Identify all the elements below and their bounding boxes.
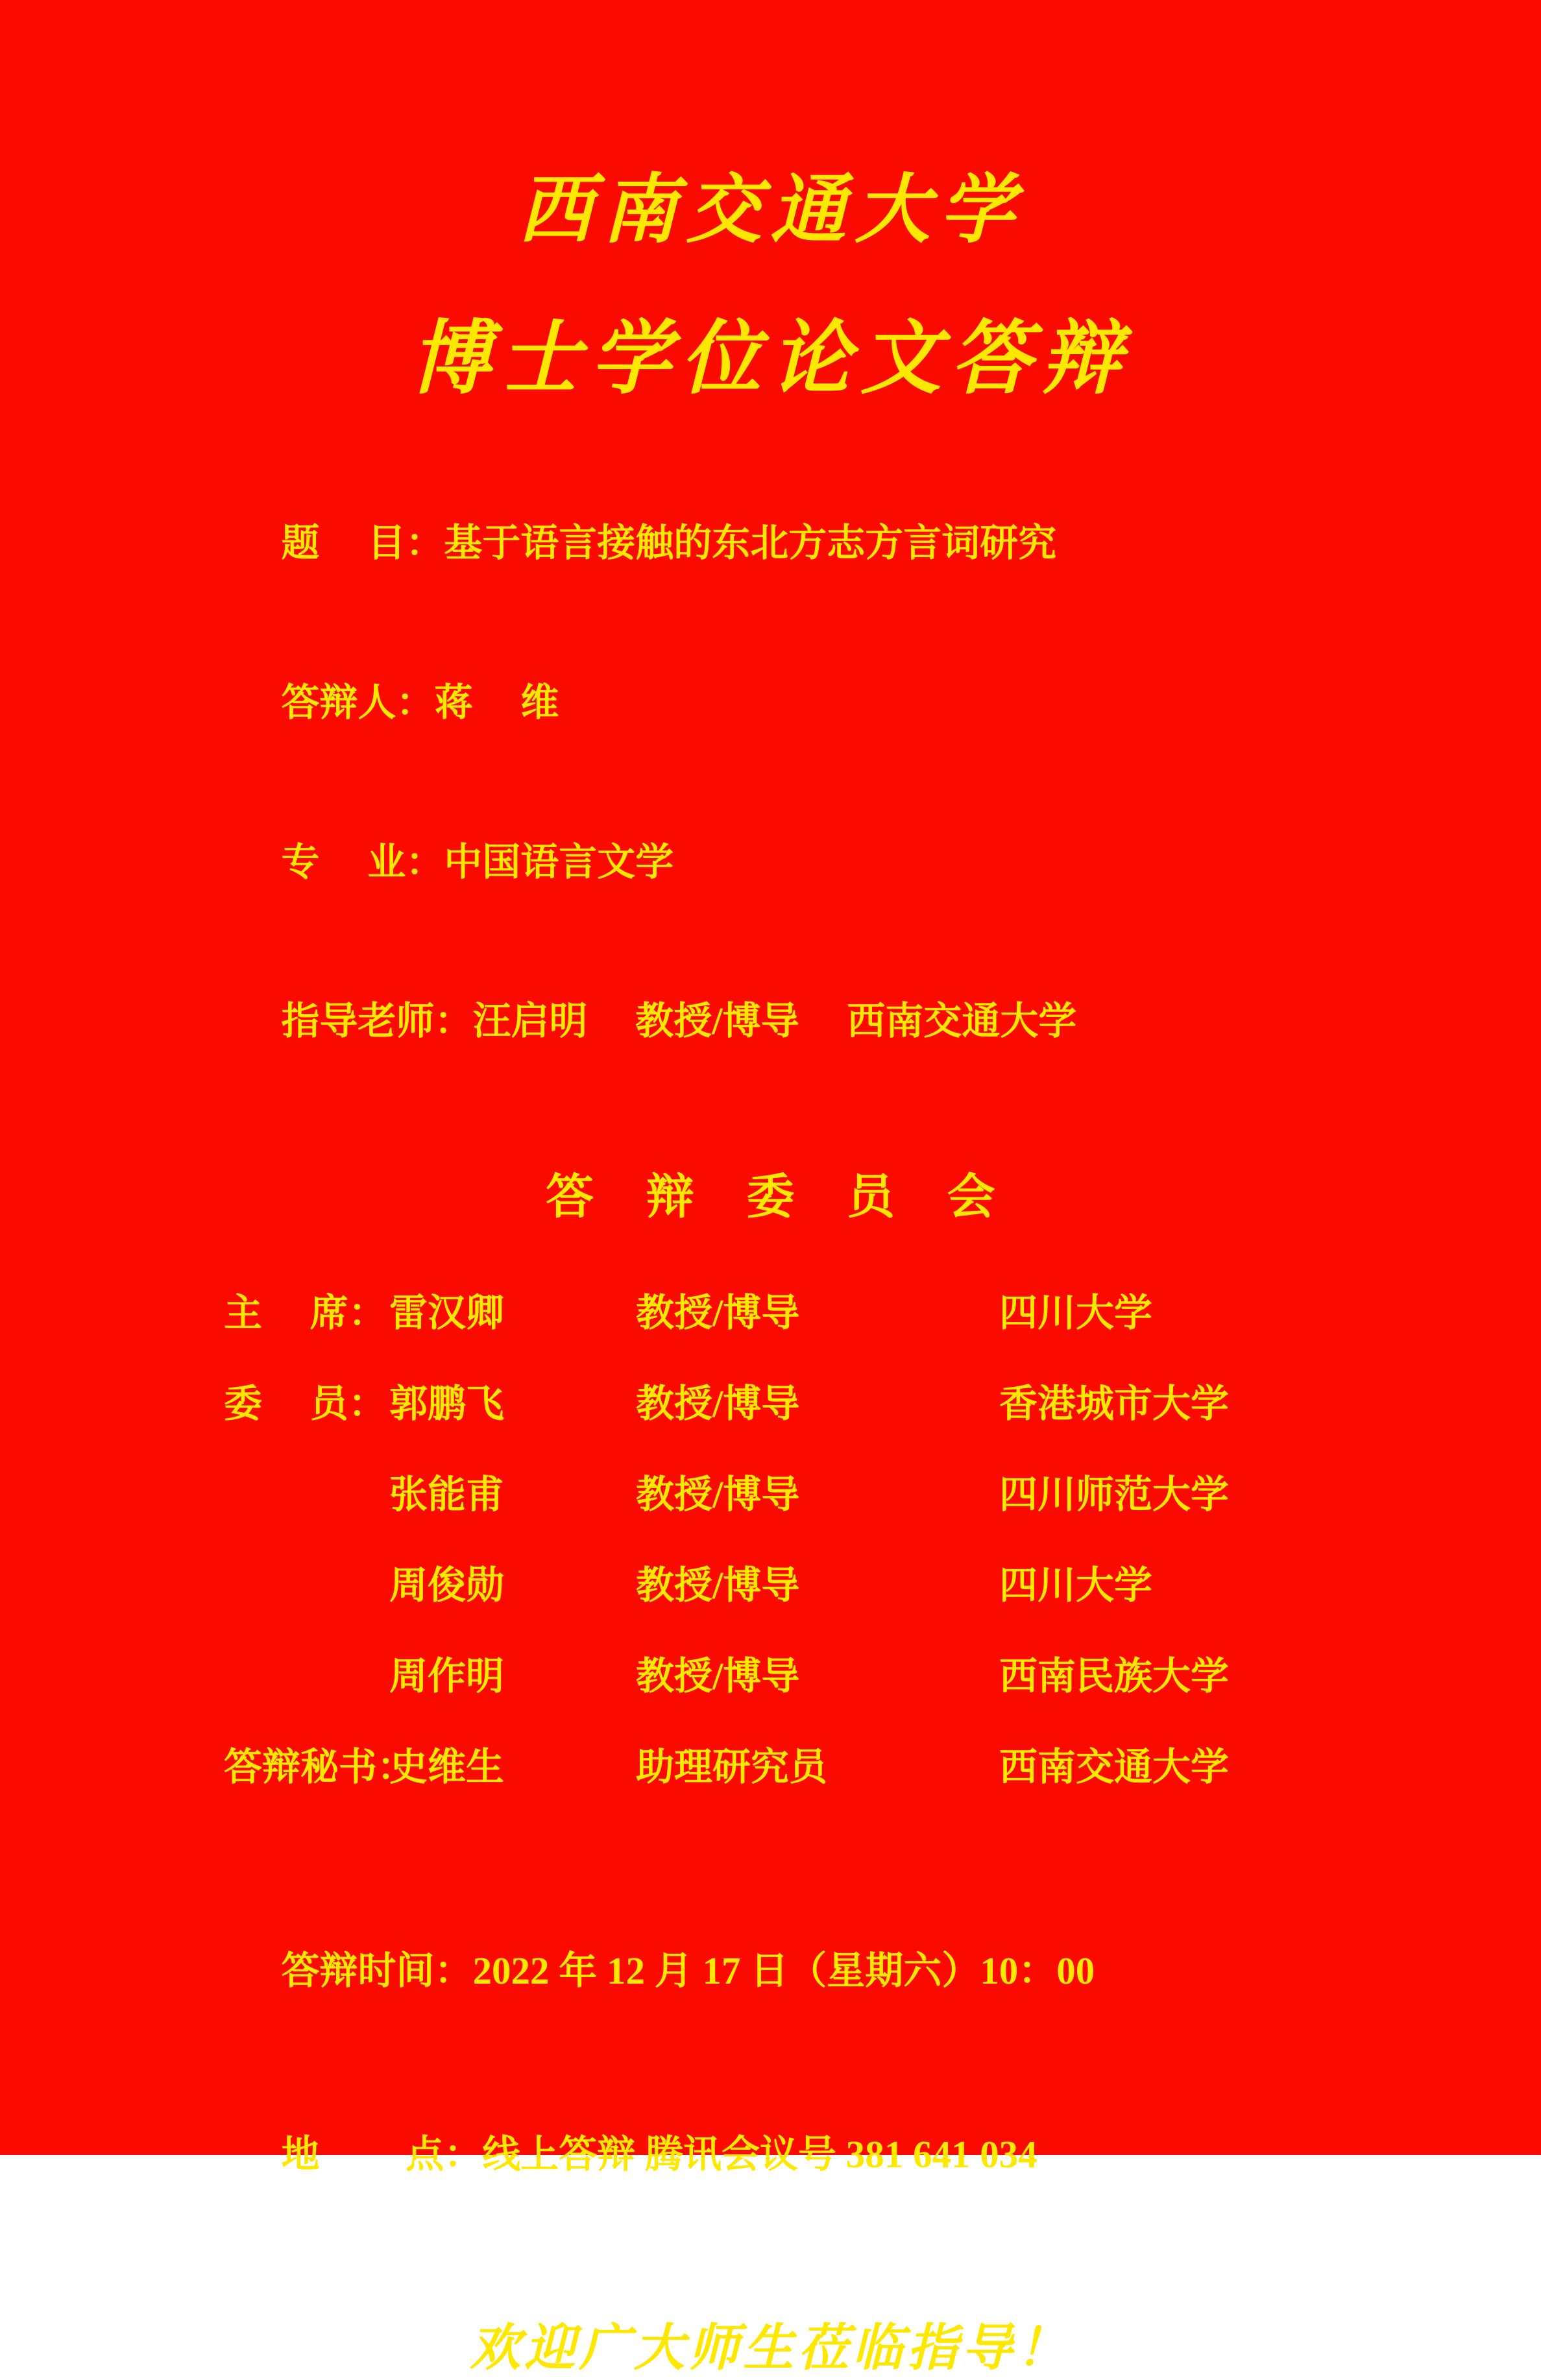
committee-row [224, 1736, 1541, 1791]
info-label-major: 专 业： [281, 840, 444, 883]
schedule-row-time [224, 1895, 1541, 2039]
committee-org: 四川大学 [999, 1292, 1153, 1335]
committee-org: 四川大学 [999, 1564, 1153, 1607]
committee-name: 周作明 [389, 1655, 505, 1698]
info-value-advisor: 汪启明 教授/博导 西南交通大学 [472, 1000, 1077, 1043]
info-row-title [224, 483, 1541, 604]
poster-title: 博士学位论文答辩 [409, 311, 1132, 405]
committee-row [224, 1463, 1541, 1519]
info-value-major: 中国语言文学 [444, 840, 674, 883]
committee-name: 张能甫 [389, 1473, 505, 1517]
schedule-block [0, 1895, 1541, 2223]
info-label-advisor: 指导老师： [281, 1000, 473, 1043]
committee-heading: 答 辩 委 员 会 [546, 1171, 1015, 1225]
info-row-candidate [224, 643, 1541, 763]
committee-org: 西南民族大学 [999, 1655, 1230, 1698]
schedule-row-location [224, 2078, 1541, 2223]
university-name: 西南交通大学 [517, 165, 1024, 254]
committee-org: 西南交通大学 [999, 1746, 1230, 1789]
committee-title: 教授/博导 [636, 1473, 800, 1517]
info-label-title: 题 目： [281, 521, 444, 564]
committee-title: 教授/博导 [636, 1292, 800, 1335]
info-label-candidate: 答辩人： [281, 680, 435, 724]
committee-name: 周俊勋 [389, 1564, 505, 1607]
committee-title: 教授/博导 [636, 1655, 800, 1698]
info-row-major [224, 802, 1541, 923]
committee-name: 史维生 [389, 1746, 505, 1789]
committee-row [224, 1373, 1541, 1428]
committee-role: 主 席： [224, 1292, 387, 1335]
thesis-info [0, 483, 1541, 1082]
committee-role: 答辩秘书： [224, 1746, 416, 1789]
committee-row [224, 1282, 1541, 1337]
info-value-title: 基于语言接触的东北方志方言词研究 [444, 521, 1057, 564]
committee-name: 雷汉卿 [389, 1292, 505, 1335]
poster-heading [0, 0, 1541, 405]
schedule-value-location: 线上答辩 腾讯会议号 381 641 034 [482, 2133, 1037, 2176]
committee-table [0, 1282, 1541, 1791]
committee-role: 委 员： [224, 1382, 387, 1426]
committee-title: 助理研究员 [636, 1746, 828, 1789]
committee-title: 教授/博导 [636, 1564, 800, 1607]
committee-row [224, 1554, 1541, 1609]
welcome-message: 欢迎广大师生莅临指导！ [470, 2318, 1071, 2378]
schedule-label-time: 答辩时间： [281, 1949, 473, 1993]
committee-org: 四川师范大学 [999, 1473, 1230, 1517]
welcome-block [0, 2307, 1541, 2380]
committee-title: 教授/博导 [636, 1382, 800, 1426]
committee-org: 香港城市大学 [999, 1382, 1230, 1426]
committee-name: 郭鹏飞 [389, 1382, 505, 1426]
schedule-value-time: 2022 年 12 月 17 日（星期六）10：00 [472, 1949, 1095, 1993]
committee-row [224, 1645, 1541, 1700]
schedule-label-location: 地 点： [281, 2133, 483, 2176]
info-row-advisor [224, 961, 1541, 1082]
info-value-candidate: 蒋 维 [434, 680, 559, 724]
